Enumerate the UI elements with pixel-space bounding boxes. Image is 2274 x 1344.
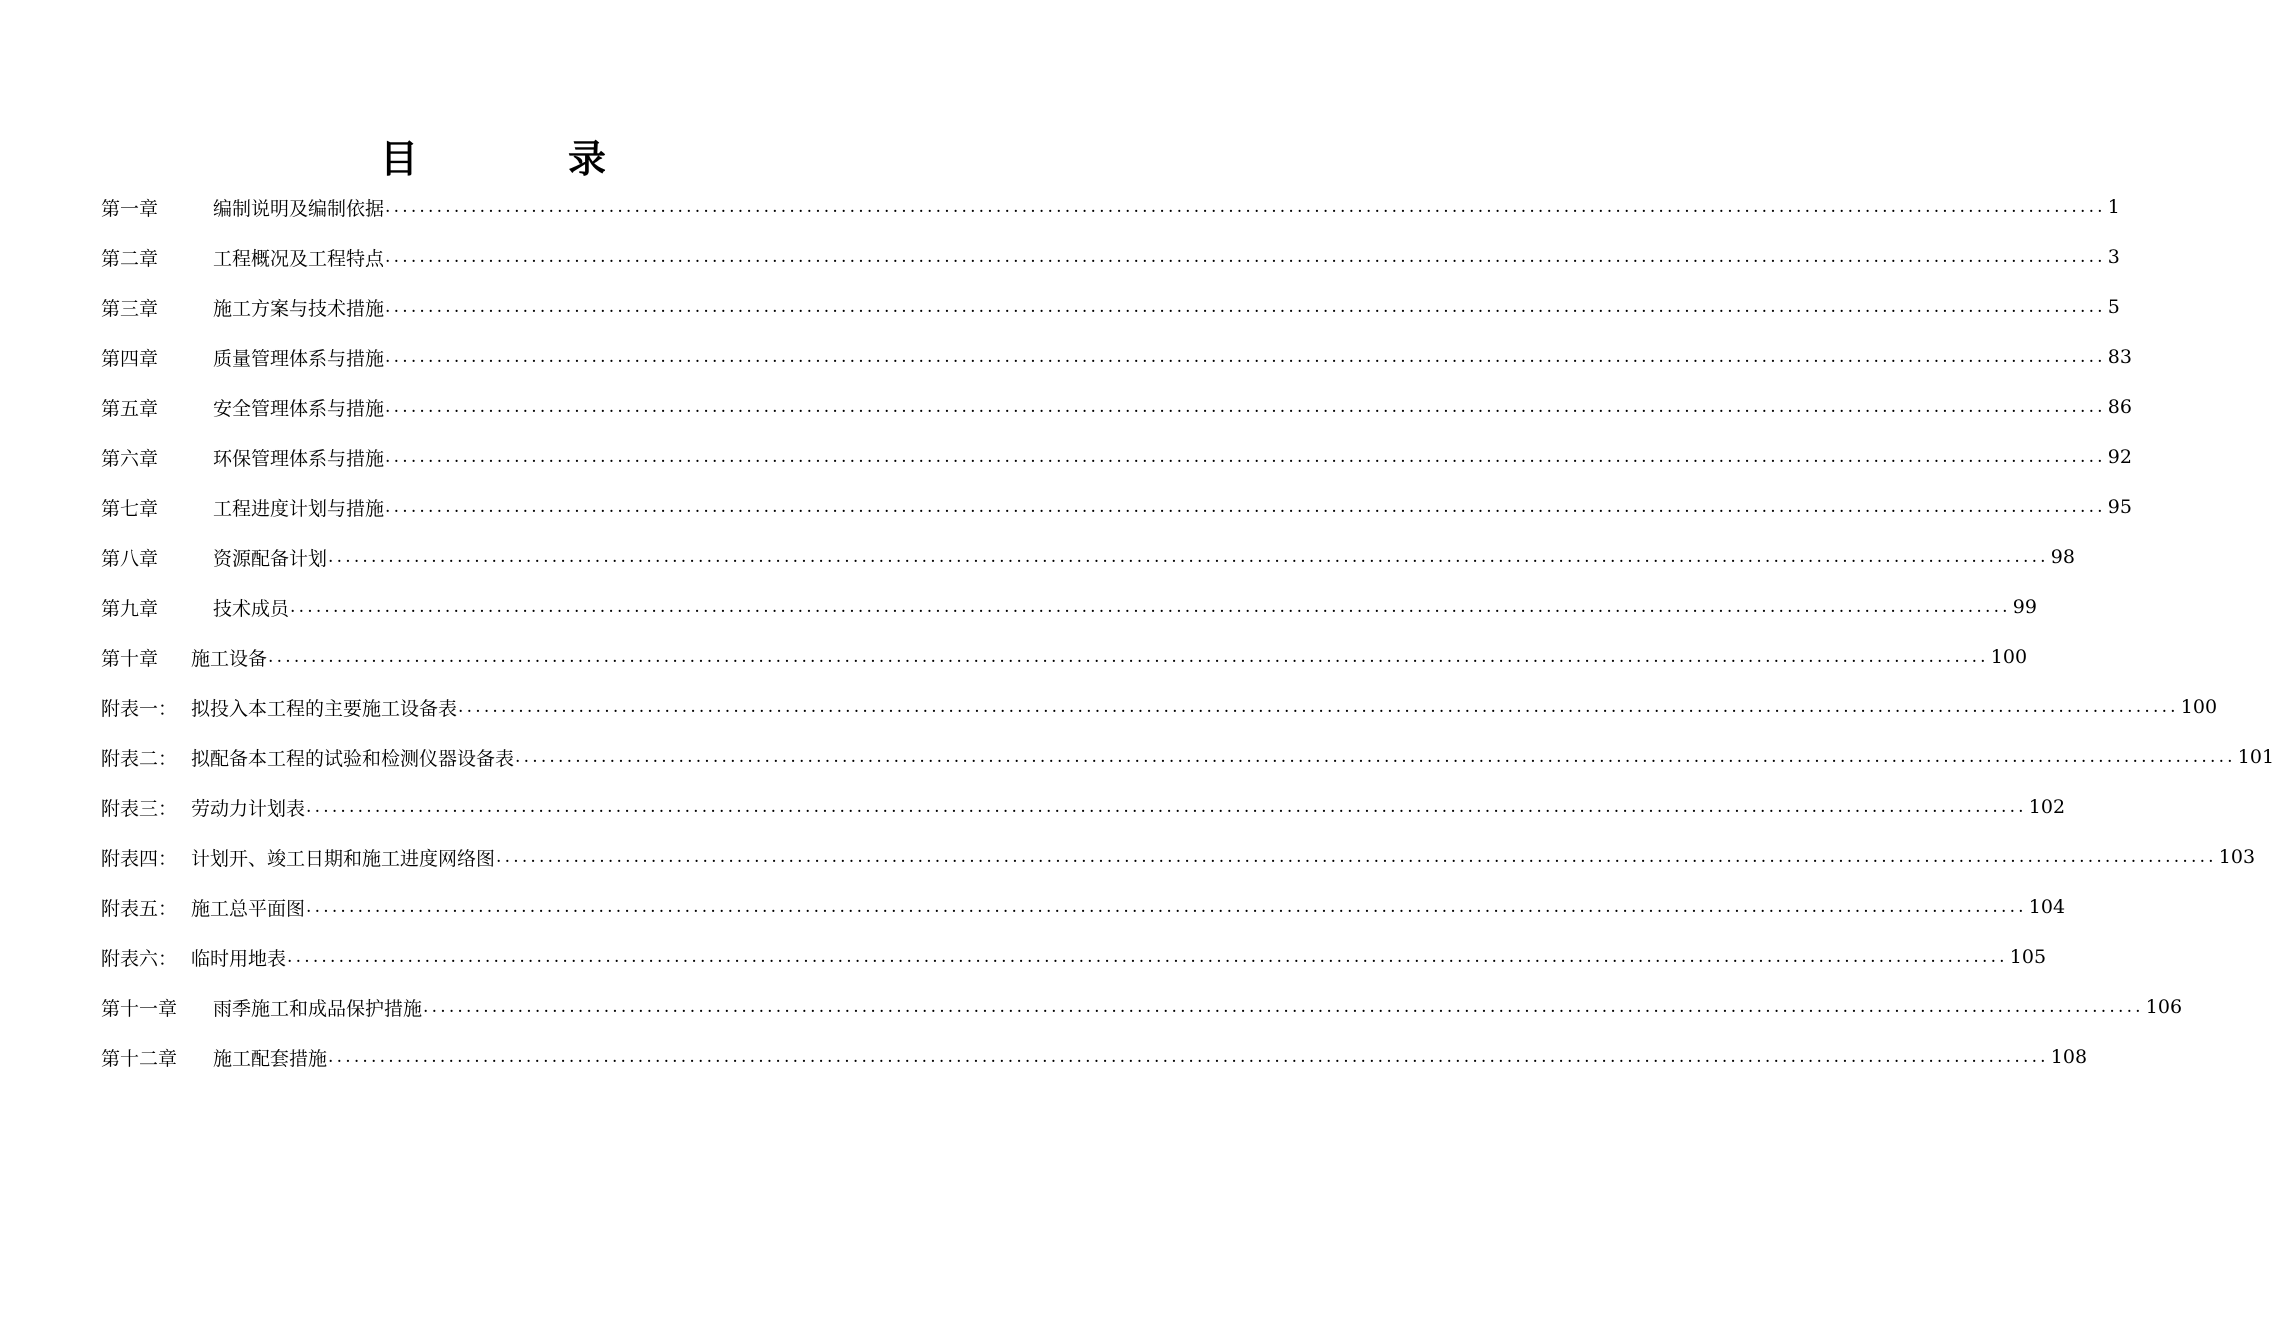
toc-entry-title: 质量管理体系与措施	[213, 347, 385, 370]
toc-entry[interactable]	[101, 332, 2132, 382]
toc-entry[interactable]	[101, 182, 2120, 232]
toc-entry-page: 86	[2107, 396, 2132, 418]
toc-entry-title: 施工总平面图	[191, 897, 306, 920]
toc-entry-title: 安全管理体系与措施	[213, 397, 385, 420]
toc-leader-dots: ........................................................................................................................................................................................................	[328, 1047, 2049, 1067]
toc-entry[interactable]	[101, 932, 2047, 982]
toc-entry-chapter: 附表五：	[101, 897, 178, 920]
toc-entry[interactable]	[101, 1032, 2088, 1082]
toc-entry-page: 100	[1990, 646, 2028, 668]
toc-leader-dots: ........................................................................................................................................................................................................	[423, 997, 2144, 1017]
toc-leader-dots: ........................................................................................................................................................................................................	[385, 297, 2106, 317]
toc-leader-dots: ........................................................................................................................................................................................................	[328, 547, 2049, 567]
toc-entry[interactable]	[101, 432, 2132, 482]
toc-entry-chapter: 第三章	[101, 297, 159, 320]
toc-entry-chapter: 第七章	[101, 497, 159, 520]
toc-entry-title: 拟配备本工程的试验和检测仪器设备表	[191, 747, 515, 770]
toc-entry[interactable]	[101, 832, 2256, 882]
toc-entry-page: 99	[2012, 596, 2037, 618]
toc-entry-chapter: 附表一：	[101, 697, 178, 720]
toc-entry-page: 102	[2028, 796, 2066, 818]
toc-entry[interactable]	[101, 732, 2274, 782]
toc-entry-page: 106	[2145, 996, 2183, 1018]
toc-leader-dots: ........................................................................................................................................................................................................	[515, 747, 2236, 767]
toc-entry[interactable]	[101, 232, 2120, 282]
toc-entry[interactable]	[101, 282, 2120, 332]
toc-leader-dots: ........................................................................................................................................................................................................	[496, 847, 2217, 867]
toc-entry-title: 施工方案与技术措施	[213, 297, 385, 320]
toc-entry-title: 计划开、竣工日期和施工进度网络图	[191, 847, 496, 870]
toc-entry-title: 编制说明及编制依据	[213, 197, 385, 220]
toc-title-char-2: 录	[568, 137, 607, 181]
toc-entry-chapter: 附表二：	[101, 747, 178, 770]
toc-entry-page: 92	[2107, 446, 2132, 468]
toc-leader-dots: ........................................................................................................................................................................................................	[306, 897, 2027, 917]
toc-leader-dots: ........................................................................................................................................................................................................	[385, 497, 2106, 517]
toc-entry-title: 劳动力计划表	[191, 797, 306, 820]
toc-entry-page: 98	[2050, 546, 2075, 568]
toc-entry-page: 104	[2028, 896, 2066, 918]
toc-leader-dots: ........................................................................................................................................................................................................	[385, 197, 2106, 217]
toc-entry-chapter: 第九章	[101, 597, 159, 620]
toc-leader-dots: ........................................................................................................................................................................................................	[268, 647, 1989, 667]
toc-leader-dots: ........................................................................................................................................................................................................	[287, 947, 2008, 967]
toc-entry-page: 103	[2218, 846, 2256, 868]
toc-entry-chapter: 第六章	[101, 447, 159, 470]
toc-entry[interactable]	[101, 582, 2037, 632]
toc-entry-chapter: 第十一章	[101, 997, 178, 1020]
toc-entry-title: 工程进度计划与措施	[213, 497, 385, 520]
toc-entry-title: 技术成员	[213, 597, 290, 620]
toc-entry-chapter: 附表四：	[101, 847, 178, 870]
toc-leader-dots: ........................................................................................................................................................................................................	[385, 247, 2106, 267]
toc-leader-dots: ........................................................................................................................................................................................................	[385, 447, 2106, 467]
toc-entry-page: 83	[2107, 346, 2132, 368]
toc-entry-page: 101	[2237, 746, 2274, 768]
toc-entry-title: 拟投入本工程的主要施工设备表	[191, 697, 458, 720]
toc-entry-chapter: 第五章	[101, 397, 159, 420]
toc-entry-page: 105	[2009, 946, 2047, 968]
table-of-contents	[101, 182, 2274, 1082]
toc-entry-page: 100	[2180, 696, 2218, 718]
toc-entry[interactable]	[101, 632, 2028, 682]
toc-leader-dots: ........................................................................................................................................................................................................	[306, 797, 2027, 817]
toc-entry-title: 环保管理体系与措施	[213, 447, 385, 470]
toc-entry-page: 95	[2107, 496, 2132, 518]
toc-entry[interactable]	[101, 782, 2066, 832]
toc-entry-page: 1	[2107, 196, 2120, 218]
toc-entry[interactable]	[101, 882, 2066, 932]
toc-leader-dots: ........................................................................................................................................................................................................	[385, 347, 2106, 367]
toc-entry-title: 施工设备	[191, 647, 268, 670]
toc-entry-chapter: 第一章	[101, 197, 159, 220]
toc-leader-dots: ........................................................................................................................................................................................................	[458, 697, 2179, 717]
toc-entry-chapter: 附表六：	[101, 947, 178, 970]
toc-entry[interactable]	[101, 682, 2218, 732]
toc-entry-page: 5	[2107, 296, 2120, 318]
toc-entry-chapter: 第二章	[101, 247, 159, 270]
toc-title-char-1: 目	[380, 137, 419, 181]
toc-entry-page: 3	[2107, 246, 2120, 268]
toc-entry-title: 工程概况及工程特点	[213, 247, 385, 270]
toc-entry-chapter: 第十章	[101, 647, 159, 670]
toc-leader-dots: ........................................................................................................................................................................................................	[290, 597, 2011, 617]
toc-entry[interactable]	[101, 382, 2132, 432]
toc-entry-page: 108	[2050, 1046, 2088, 1068]
toc-entry[interactable]	[101, 982, 2183, 1032]
toc-title	[0, 128, 950, 181]
toc-entry[interactable]	[101, 482, 2132, 532]
toc-leader-dots: ........................................................................................................................................................................................................	[385, 397, 2106, 417]
toc-entry[interactable]	[101, 532, 2075, 582]
toc-entry-chapter: 第十二章	[101, 1047, 178, 1070]
toc-entry-chapter: 第四章	[101, 347, 159, 370]
toc-entry-chapter: 附表三：	[101, 797, 178, 820]
toc-entry-title: 施工配套措施	[213, 1047, 328, 1070]
toc-entry-chapter: 第八章	[101, 547, 159, 570]
toc-entry-title: 资源配备计划	[213, 547, 328, 570]
toc-entry-title: 雨季施工和成品保护措施	[213, 997, 423, 1020]
toc-entry-title: 临时用地表	[191, 947, 287, 970]
